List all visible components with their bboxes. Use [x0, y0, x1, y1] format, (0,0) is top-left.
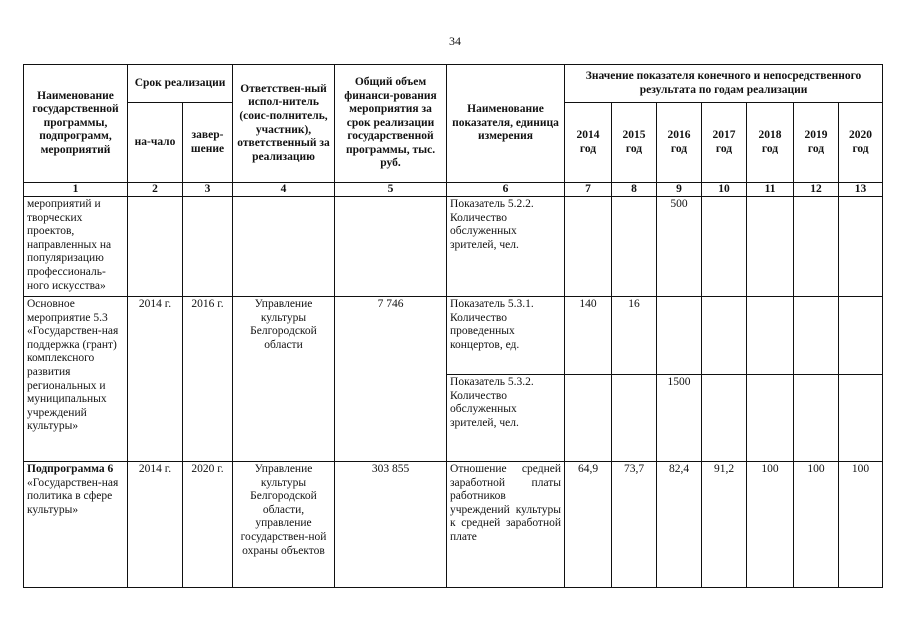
value-2020-cell [839, 197, 883, 297]
indicator-cell: Показатель 5.3.2. Количество обслуженных зрителей, чел. [447, 375, 565, 462]
column-number: 6 [447, 183, 565, 197]
column-number: 9 [657, 183, 702, 197]
start-cell [128, 197, 183, 297]
header-year-2016: 2016 год [657, 103, 702, 183]
finance-cell: 303 855 [335, 462, 447, 588]
value-2015-cell: 73,7 [612, 462, 657, 588]
value-2014-cell [565, 375, 612, 462]
value-2014-cell: 64,9 [565, 462, 612, 588]
header-year-2020: 2020 год [839, 103, 883, 183]
value-2016-cell: 82,4 [657, 462, 702, 588]
event-name-cell: мероприятий и творческих проектов, направленных на популяризацию профессиональ-ного искусства» [24, 197, 128, 297]
value-2016-cell: 1500 [657, 375, 702, 462]
value-2016-cell [657, 297, 702, 375]
value-2015-cell: 16 [612, 297, 657, 375]
column-number: 13 [839, 183, 883, 197]
header-finance: Общий объем финанси-рования мероприятия за срок реализации государственной программы, тыс. руб. [335, 65, 447, 183]
header-responsible: Ответствен-ный испол-нитель (соис-полнитель, участник), ответственный за реализацию [233, 65, 335, 183]
indicator-cell: Показатель 5.2.2. Количество обслуженных зрителей, чел. [447, 197, 565, 297]
value-2019-cell [794, 297, 839, 375]
finance-cell: 7 746 [335, 297, 447, 462]
value-2018-cell [747, 197, 794, 297]
value-2016-cell: 500 [657, 197, 702, 297]
column-number: 11 [747, 183, 794, 197]
value-2014-cell: 140 [565, 297, 612, 375]
start-cell: 2014 г. [128, 297, 183, 462]
value-2015-cell [612, 375, 657, 462]
end-cell [183, 197, 233, 297]
header-start: на-чало [128, 103, 183, 183]
value-2018-cell [747, 375, 794, 462]
header-term: Срок реализации [128, 65, 233, 103]
column-number: 3 [183, 183, 233, 197]
finance-cell [335, 197, 447, 297]
value-2019-cell [794, 197, 839, 297]
header-values: Значение показателя конечного и непосредственного результата по годам реализации [565, 65, 883, 103]
indicator-cell: Показатель 5.3.1. Количество проведенных концертов, ед. [447, 297, 565, 375]
indicator-cell: Отношение средней заработной платы работников учреждений культуры к средней заработной плате [447, 462, 565, 588]
responsible-cell: Управление культуры Белгородской области, управление государствен-ной охраны объектов [233, 462, 335, 588]
end-cell: 2020 г. [183, 462, 233, 588]
value-2017-cell [702, 375, 747, 462]
start-cell: 2014 г. [128, 462, 183, 588]
value-2018-cell [747, 297, 794, 375]
value-2014-cell [565, 197, 612, 297]
subprogram-title: Подпрограмма 6 [27, 463, 114, 475]
value-2017-cell: 91,2 [702, 462, 747, 588]
value-2019-cell: 100 [794, 462, 839, 588]
table-row [24, 197, 883, 297]
header-name: Наименование государственной программы, подпрограмм, мероприятий [24, 65, 128, 183]
event-name-cell: Основное мероприятие 5.3 «Государствен-ная поддержка (грант) комплексного развития региональных и муниципальных учреждений культуры» [24, 297, 128, 462]
header-year-2019: 2019 год [794, 103, 839, 183]
column-number: 1 [24, 183, 128, 197]
column-number: 2 [128, 183, 183, 197]
page-number: 34 [449, 34, 461, 48]
column-number: 7 [565, 183, 612, 197]
responsible-cell: Управление культуры Белгородской области [233, 297, 335, 462]
subprogram-name-cell [24, 462, 128, 588]
responsible-cell [233, 197, 335, 297]
value-2018-cell: 100 [747, 462, 794, 588]
program-indicators-table [23, 64, 883, 588]
end-cell: 2016 г. [183, 297, 233, 462]
value-2017-cell [702, 197, 747, 297]
header-end: завер-шение [183, 103, 233, 183]
table-row [24, 462, 883, 588]
column-number: 8 [612, 183, 657, 197]
value-2020-cell [839, 297, 883, 375]
header-year-2014: 2014 год [565, 103, 612, 183]
column-number: 5 [335, 183, 447, 197]
value-2015-cell [612, 197, 657, 297]
value-2019-cell [794, 375, 839, 462]
value-2020-cell: 100 [839, 462, 883, 588]
table-row [24, 297, 883, 375]
value-2017-cell [702, 297, 747, 375]
column-number: 12 [794, 183, 839, 197]
header-year-2018: 2018 год [747, 103, 794, 183]
header-indicator: Наименование показателя, единица измерения [447, 65, 565, 183]
header-year-2017: 2017 год [702, 103, 747, 183]
value-2020-cell [839, 375, 883, 462]
header-year-2015: 2015 год [612, 103, 657, 183]
column-number: 4 [233, 183, 335, 197]
subprogram-name: «Государствен-ная политика в сфере культуры» [27, 476, 119, 516]
column-number: 10 [702, 183, 747, 197]
